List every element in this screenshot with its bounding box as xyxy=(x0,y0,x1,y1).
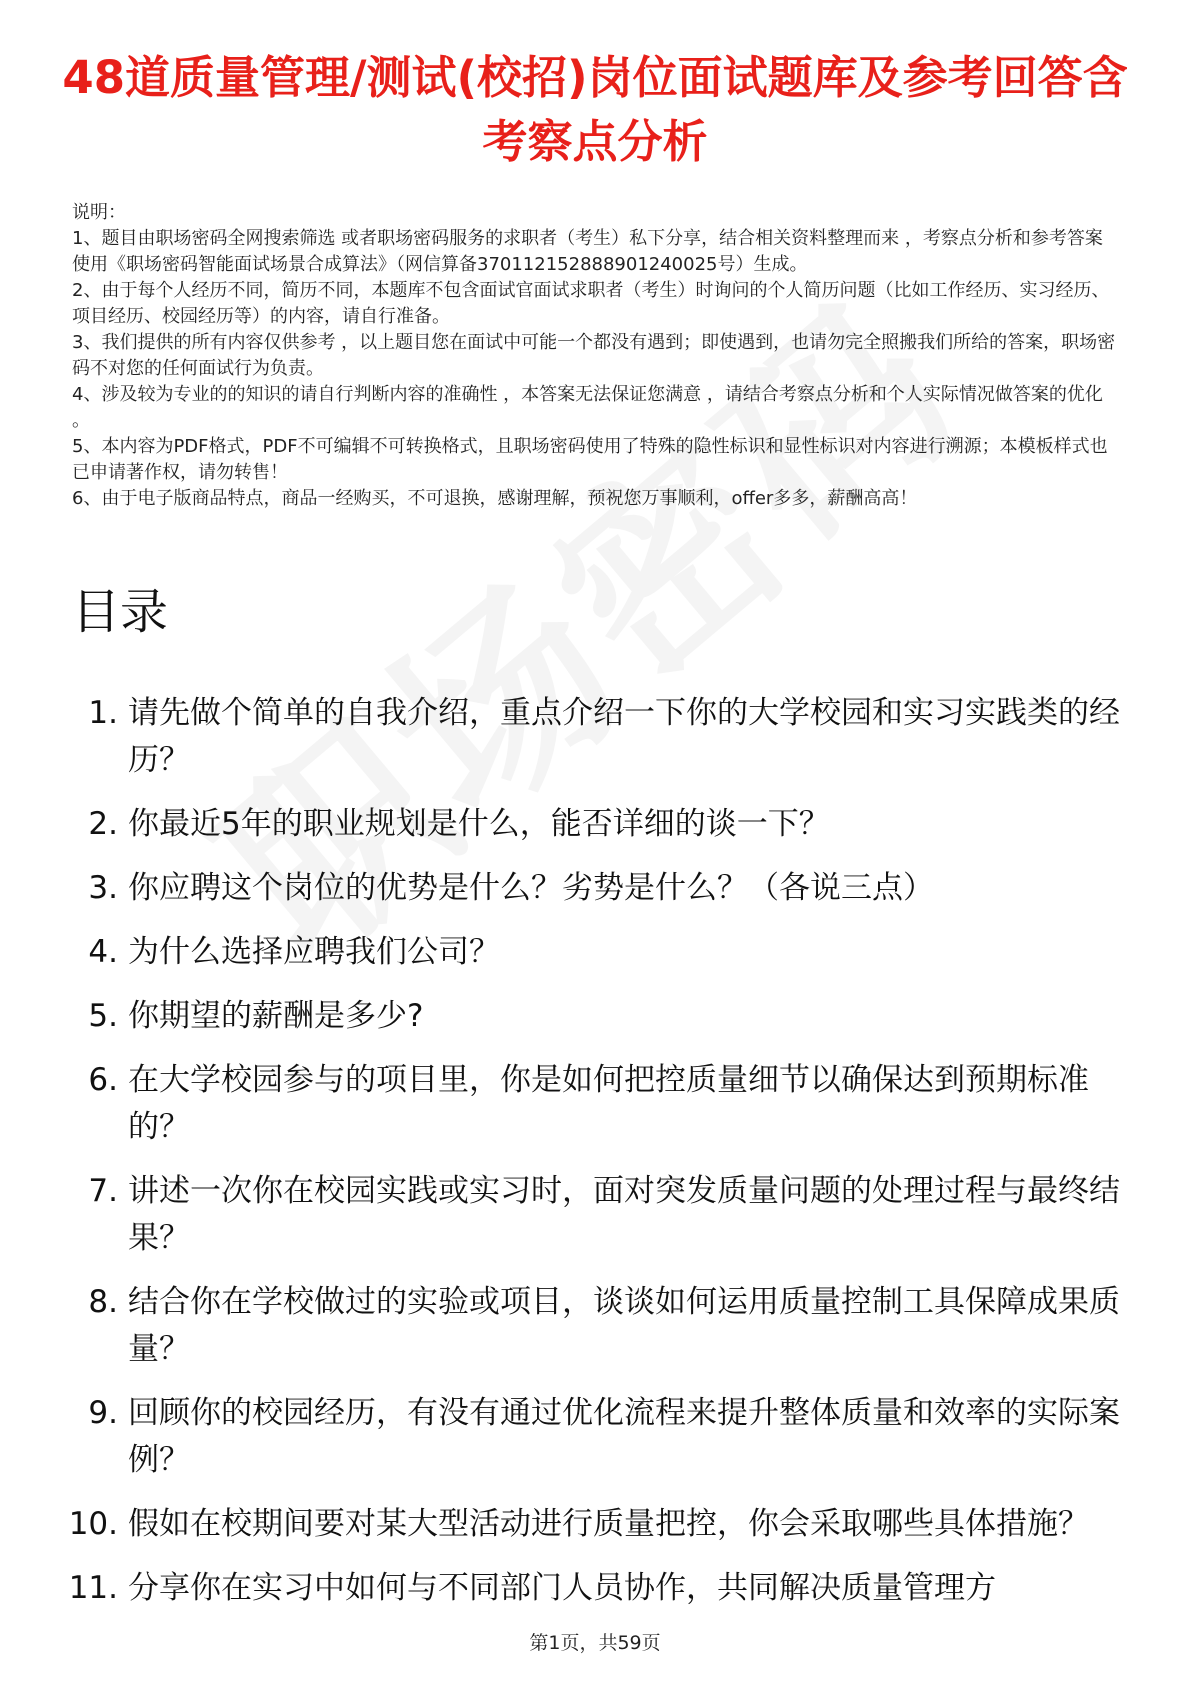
toc-item-text: 假如在校期间要对某大型活动进行质量把控，你会采取哪些具体措施？ xyxy=(128,1506,1089,1542)
toc-item[interactable] xyxy=(0,993,1190,1040)
toc-item-text: 请先做个简单的自我介绍，重点介绍一下你的大学校园和实习实践类的经历？ xyxy=(128,695,1120,778)
toc-item-text: 为什么选择应聘我们公司？ xyxy=(128,934,500,970)
toc-item-text: 结合你在学校做过的实验或项目，谈谈如何运用质量控制工具保障成果质量？ xyxy=(128,1284,1120,1367)
toc-item[interactable] xyxy=(0,1168,1190,1262)
toc-item-number: 2. xyxy=(88,806,118,842)
toc-item-number: 11. xyxy=(68,1570,118,1606)
toc-item-number: 7. xyxy=(88,1173,118,1209)
toc-item[interactable] xyxy=(0,929,1190,976)
toc-item-text: 你期望的薪酬是多少? xyxy=(128,998,424,1034)
toc-item-number: 4. xyxy=(88,934,118,970)
toc-item-text: 回顾你的校园经历，有没有通过优化流程来提升整体质量和效率的实际案例？ xyxy=(128,1395,1120,1478)
toc-item[interactable] xyxy=(0,801,1190,848)
toc-item-number: 5. xyxy=(88,998,118,1034)
toc-item-text: 讲述一次你在校园实践或实习时，面对突发质量问题的处理过程与最终结果？ xyxy=(128,1173,1120,1256)
toc-item[interactable] xyxy=(0,1390,1190,1484)
toc-item-text: 你最近5年的职业规划是什么，能否详细的谈一下？ xyxy=(128,806,830,842)
page-title: 48道质量管理/测试(校招)岗位面试题库及参考回答含考察点分析 xyxy=(62,51,1128,168)
table-of-contents xyxy=(0,690,1190,1629)
toc-item[interactable] xyxy=(0,1057,1190,1151)
toc-item[interactable] xyxy=(0,865,1190,912)
toc-item-number: 10. xyxy=(68,1506,118,1542)
toc-heading: 目录 xyxy=(72,584,169,640)
toc-item-text: 在大学校园参与的项目里，你是如何把控质量细节以确保达到预期标准的？ xyxy=(128,1062,1089,1145)
page-footer: 第1页，共59页 xyxy=(529,1632,661,1654)
note-item: 4、涉及较为专业的的知识的请自行判断内容的准确性 ，本答案无法保证您满意 ，请结合考察点分析和个人实际情况做答案的优化 。 xyxy=(72,384,1103,431)
note-item: 2、由于每个人经历不同，简历不同，本题库不包含面试官面试求职者（考生）时询问的个人简历问题（比如工作经历、实习经历、项目经历、校园经历等）的内容，请自行准备。 xyxy=(72,280,1110,327)
toc-item-number: 3. xyxy=(88,870,118,906)
toc-item[interactable] xyxy=(0,1565,1190,1612)
toc-item-number: 8. xyxy=(88,1284,118,1320)
note-item: 3、我们提供的所有内容仅供参考 ，以上题目您在面试中可能一个都没有遇到；即使遇到，也请勿完全照搬我们所给的答案，职场密码不对您的任何面试行为负责。 xyxy=(72,332,1116,379)
toc-item[interactable] xyxy=(0,1279,1190,1373)
note-item: 5、本内容为PDF格式，PDF不可编辑不可转换格式，且职场密码使用了特殊的隐性标识和显性标识对内容进行溯源；本模板样式也已申请著作权，请勿转售！ xyxy=(72,436,1108,483)
toc-item-text: 你应聘这个岗位的优势是什么？劣势是什么？（各说三点） xyxy=(128,870,934,906)
toc-item[interactable] xyxy=(0,1501,1190,1548)
note-item: 1、题目由职场密码全网搜索筛选 或者职场密码服务的求职者（考生）私下分享，结合相关资料整理而来 ，考察点分析和参考答案使用《职场密码智能面试场景合成算法》（网信算备370112152888901240025号）生成。 xyxy=(72,228,1103,275)
toc-item[interactable] xyxy=(0,690,1190,784)
note-item: 6、由于电子版商品特点，商品一经购买，不可退换，感谢理解，预祝您万事顺利，offer多多，薪酬高高！ xyxy=(72,488,918,509)
toc-item-number: 6. xyxy=(88,1062,118,1098)
notes-heading: 说明： xyxy=(72,202,126,223)
toc-item-number: 1. xyxy=(88,695,118,731)
notes-section xyxy=(72,200,1120,512)
toc-item-number: 9. xyxy=(88,1395,118,1431)
toc-item-text: 分享你在实习中如何与不同部门人员协作，共同解决质量管理方 xyxy=(128,1570,996,1606)
